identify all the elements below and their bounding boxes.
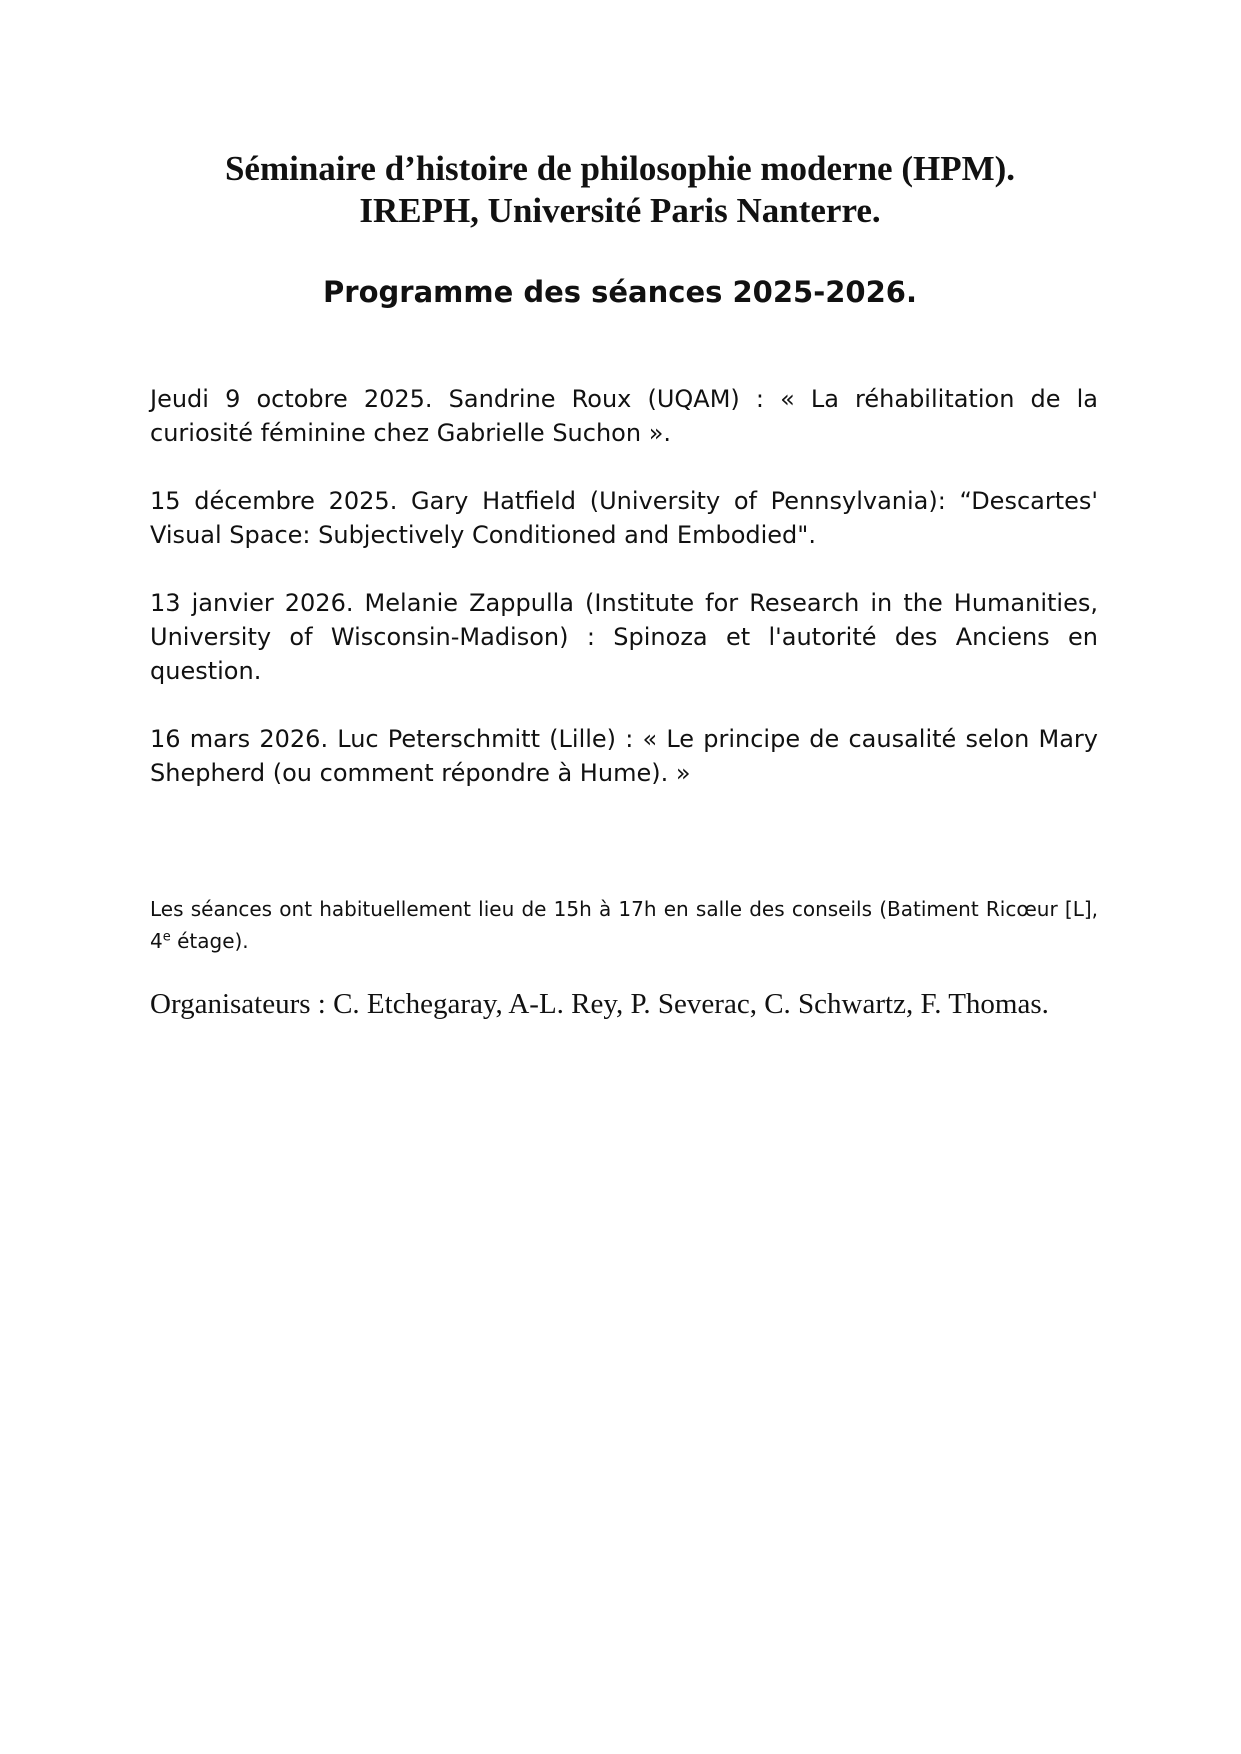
ordinal-superscript: e [162, 929, 171, 945]
schedule-note-text: Les séances ont habituellement lieu de 15h à 17h en salle des conseils (Batiment Ricœur [L], 4 [150, 897, 1098, 953]
session-item: 13 janvier 2026. Melanie Zappulla (Institute for Research in the Humanities, University of Wisconsin-Madison) : Spinoza et l'autorité des Anciens en question. [150, 589, 1098, 685]
session-list [150, 382, 1098, 824]
schedule-note-end: étage). [170, 929, 249, 953]
title-line-2: IREPH, Université Paris Nanterre. [359, 191, 881, 230]
document-title [120, 148, 1120, 232]
document-subtitle: Programme des séances 2025-2026. [323, 275, 917, 309]
organizers: Organisateurs : C. Etchegaray, A-L. Rey, P. Severac, C. Schwartz, F. Thomas. [150, 988, 1049, 1020]
session-item: Jeudi 9 octobre 2025. Sandrine Roux (UQAM) : « La réhabilitation de la curiosité féminine chez Gabrielle Suchon ». [150, 385, 1098, 447]
session-item: 16 mars 2026. Luc Peterschmitt (Lille) : « Le principe de causalité selon Mary Shepherd (ou comment répondre à Hume). » [150, 725, 1098, 787]
session-item: 15 décembre 2025. Gary Hatfield (University of Pennsylvania): “Descartes' Visual Space: Subjectively Conditioned and Embodied". [150, 487, 1098, 549]
schedule-note [150, 893, 1098, 957]
title-line-1: Séminaire d’histoire de philosophie moderne (HPM). [224, 149, 1016, 188]
